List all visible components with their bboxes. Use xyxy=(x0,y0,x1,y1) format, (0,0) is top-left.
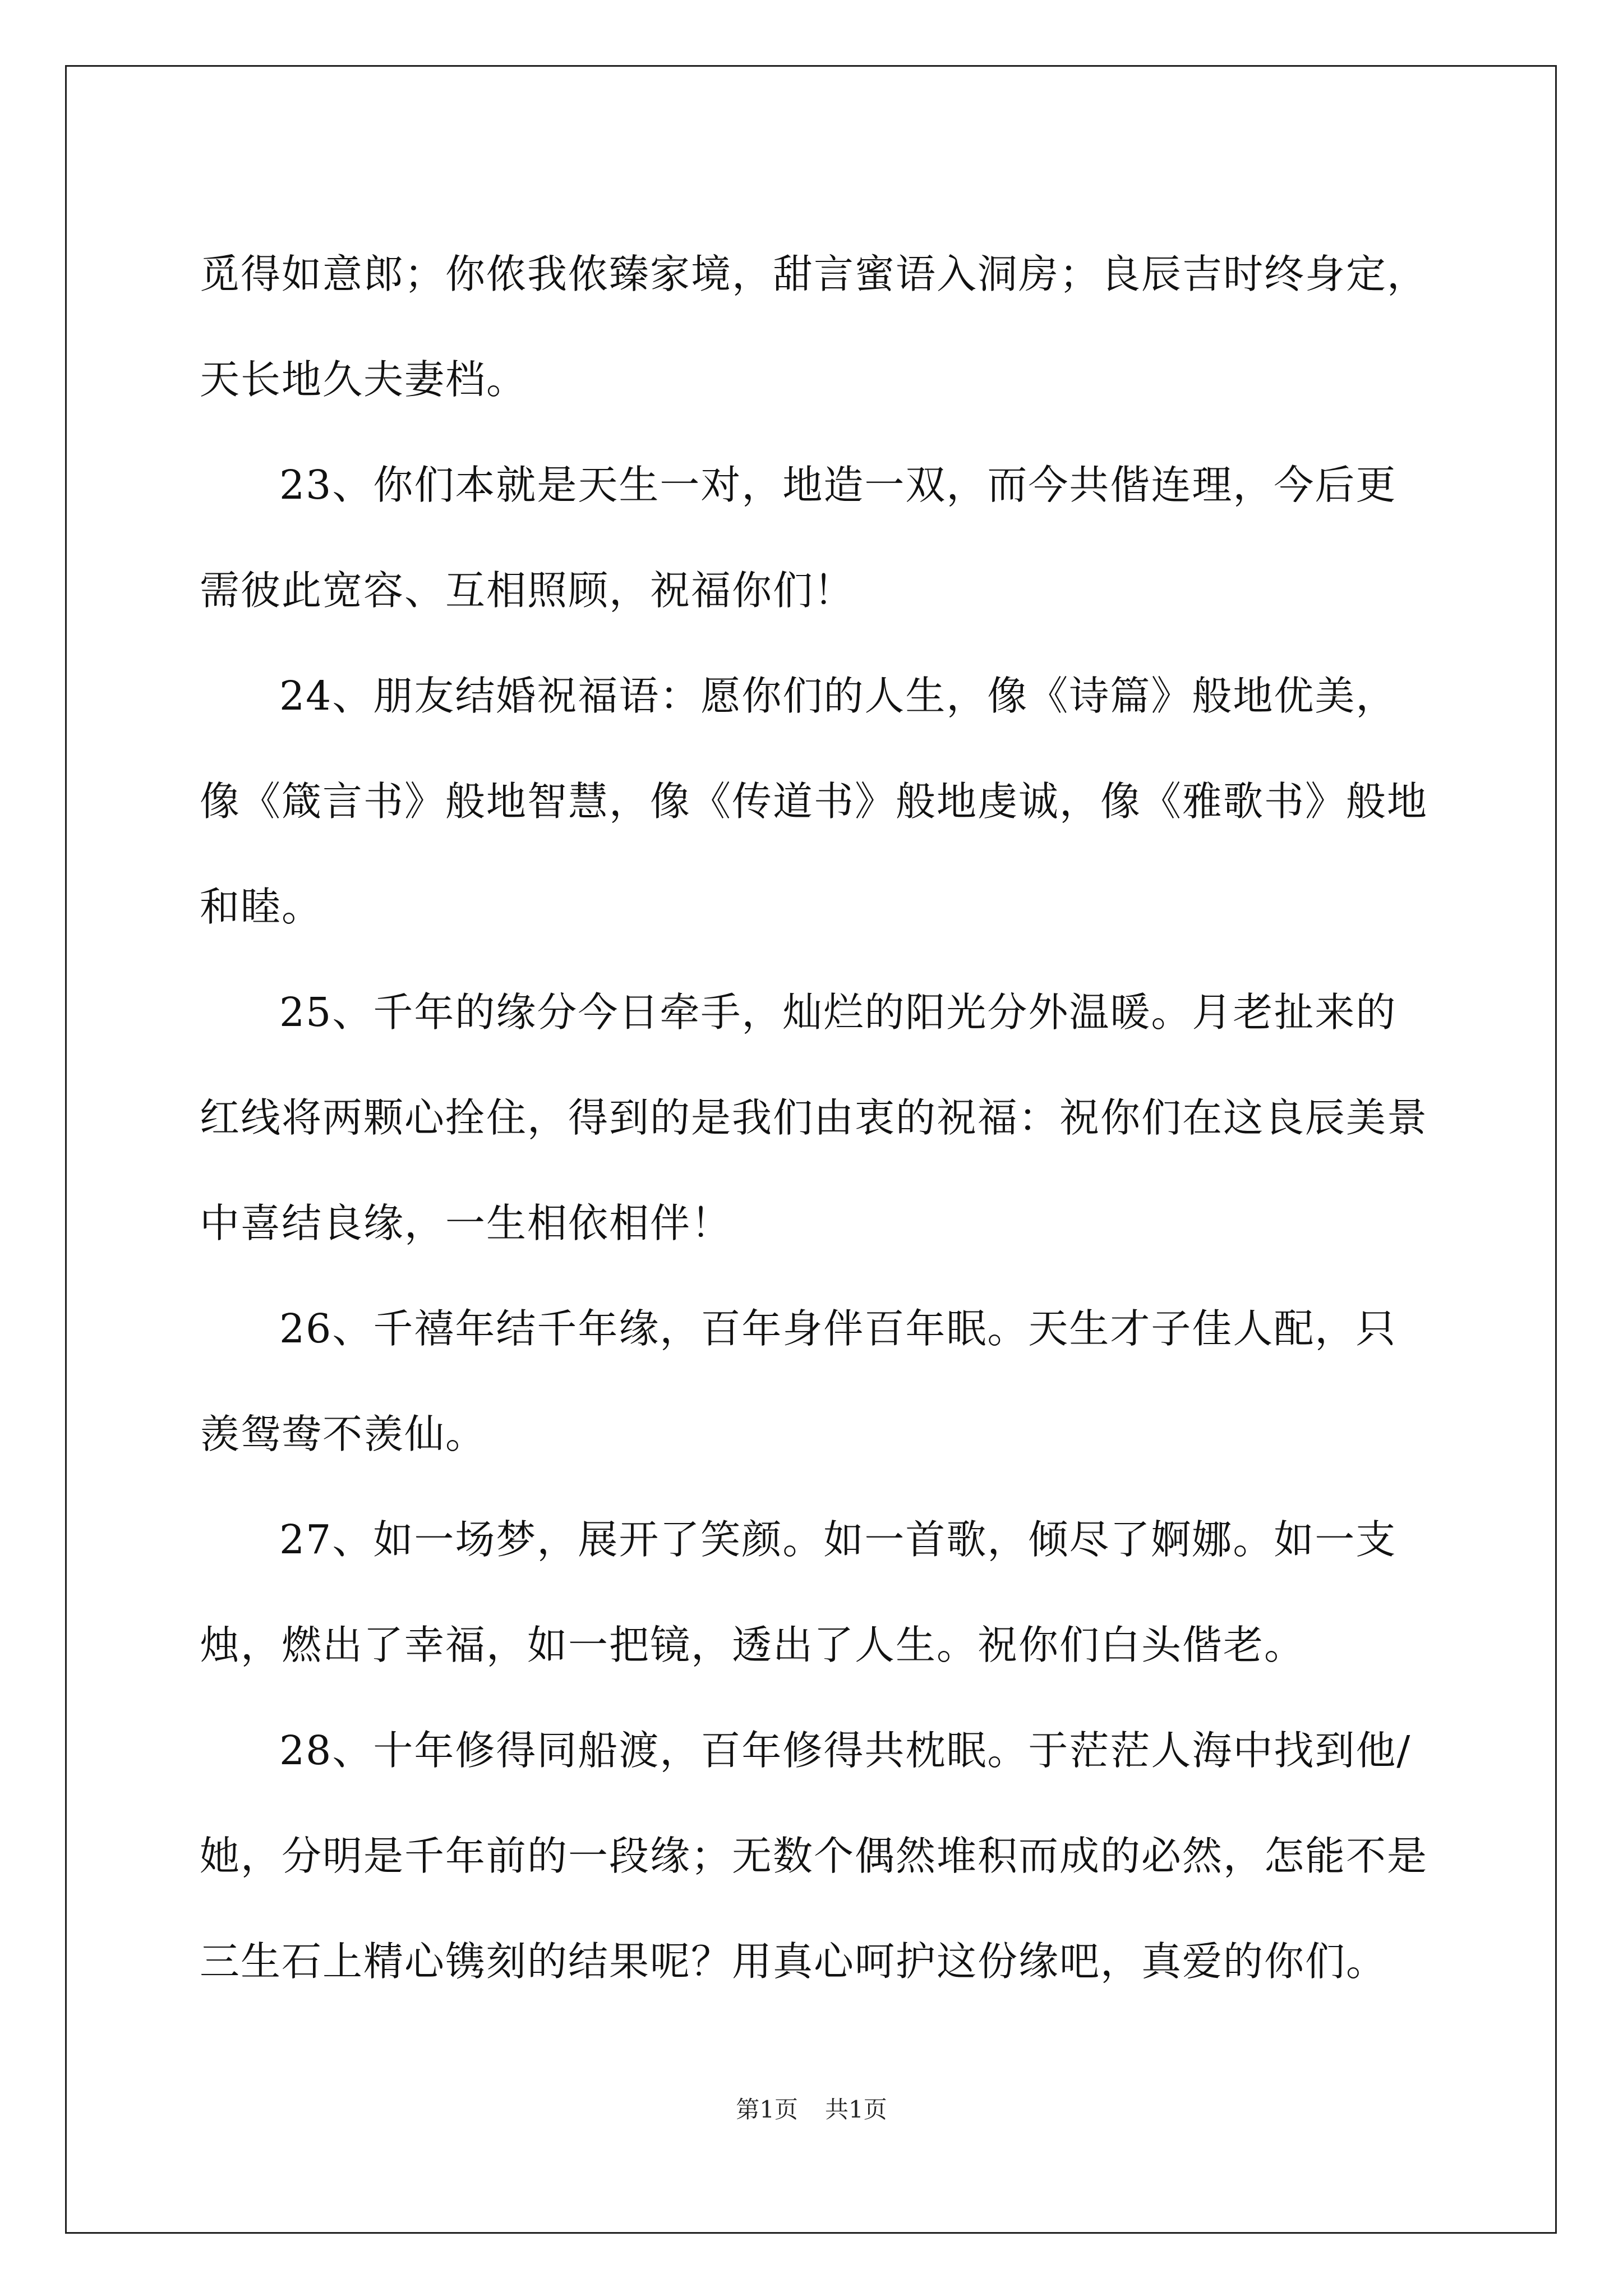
page-number: 第1页 xyxy=(736,2096,798,2123)
paragraph-25: 25、千年的缘分今日牵手，灿烂的阳光分外温暖。月老扯来的红线将两颗心拴住，得到的是我们由衷的祝福：祝你们在这良辰美景中喜结良缘，一生相依相伴！ xyxy=(200,989,1428,1246)
page-footer xyxy=(0,2095,1623,2124)
paragraph-28: 28、十年修得同船渡，百年修得共枕眠。于茫茫人海中找到他/她，分明是千年前的一段缘；无数个偶然堆积而成的必然，怎能不是三生石上精心镌刻的结果呢？用真心呵护这份缘吧，真爱的你们。 xyxy=(200,1727,1428,1985)
paragraph-23: 23、你们本就是天生一对，地造一双，而今共偕连理，今后更需彼此宽容、互相照顾，祝福你们！ xyxy=(200,462,1397,614)
document-body xyxy=(200,222,1428,2014)
paragraph-continuation: 觅得如意郎；你侬我侬臻家境，甜言蜜语入洞房；良辰吉时终身定，天长地久夫妻档。 xyxy=(200,251,1428,403)
paragraph-24: 24、朋友结婚祝福语：愿你们的人生，像《诗篇》般地优美，像《箴言书》般地智慧，像《传道书》般地虔诚，像《雅歌书》般地和睦。 xyxy=(200,673,1428,930)
paragraph-27: 27、如一场梦，展开了笑颜。如一首歌，倾尽了婀娜。如一支烛，燃出了幸福，如一把镜，透出了人生。祝你们白头偕老。 xyxy=(200,1516,1397,1668)
page-total: 共1页 xyxy=(825,2096,887,2123)
paragraph-26: 26、千禧年结千年缘，百年身伴百年眠。天生才子佳人配，只羡鸳鸯不羡仙。 xyxy=(200,1305,1397,1457)
